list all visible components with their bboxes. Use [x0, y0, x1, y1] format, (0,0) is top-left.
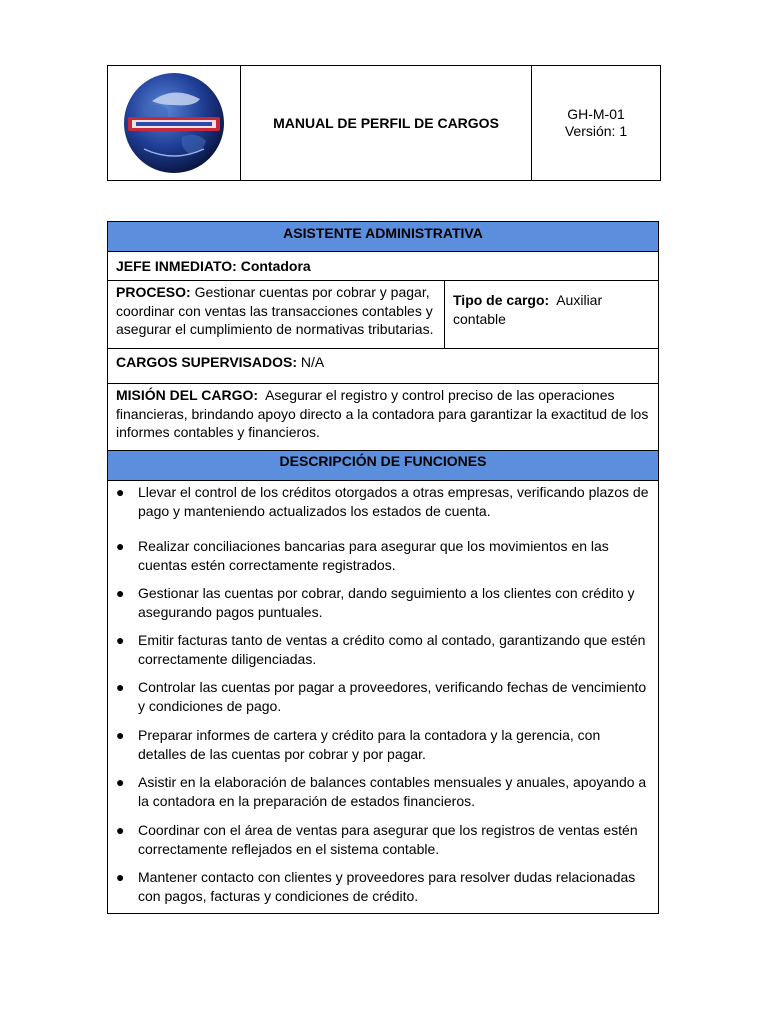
supervised-row [108, 349, 658, 384]
job-type-label: Tipo de cargo: [453, 292, 550, 308]
function-item [108, 773, 658, 810]
document-code-cell [532, 66, 660, 180]
function-text: Controlar las cuentas por pagar a proveedores, verificando fechas de vencimiento y condiciones de pago. [138, 679, 647, 714]
function-text: Llevar el control de los créditos otorgados a otras empresas, verificando plazos de pago y manteniendo actualizados los estados de cuenta. [138, 484, 649, 519]
bullet-icon: ● [116, 774, 125, 790]
mission-label: MISIÓN DEL CARGO: [116, 387, 259, 403]
process-label: PROCESO: [116, 284, 191, 300]
functions-title-row [108, 451, 658, 481]
supervised-label: CARGOS SUPERVISADOS: [116, 354, 297, 370]
function-text: Preparar informes de cartera y crédito para la contadora y la gerencia, con detalles de las cuentas por cobrar y por pagar. [138, 727, 601, 762]
document-code: GH-M-01 [567, 106, 625, 122]
function-text: Emitir facturas tanto de ventas a crédito como al contado, garantizando que estén correctamente diligenciadas. [138, 632, 646, 667]
bullet-icon: ● [116, 822, 125, 838]
boss-row [108, 252, 658, 281]
mission-value: Asegurar el registro y control preciso de las operaciones financieras, brindando apoyo directo a la contadora para garantizar la exactitud de los informes contables y financieros. [116, 387, 649, 440]
function-text: Coordinar con el área de ventas para asegurar que los registros de ventas estén correctamente reflejados en el sistema contable. [138, 822, 638, 857]
function-text: Asistir en la elaboración de balances contables mensuales y anuales, apoyando a la contadora en la preparación de estados financieros. [138, 774, 647, 809]
functions-list-container [108, 481, 658, 913]
process-value: Gestionar cuentas por cobrar y pagar, coordinar con ventas las transacciones contables y asegurar el cumplimiento de normativas tributarias. [116, 284, 434, 337]
bullet-icon: ● [116, 679, 125, 695]
function-item [108, 726, 658, 763]
logo-cell [108, 66, 241, 180]
supervised-value: N/A [300, 354, 325, 370]
functions-title: DESCRIPCIÓN DE FUNCIONES [279, 453, 487, 469]
function-text: Mantener contacto con clientes y proveedores para resolver dudas relacionadas con pagos, facturas y condiciones de crédito. [138, 869, 636, 904]
process-cell [108, 281, 445, 348]
function-item [108, 537, 658, 574]
document-header [107, 65, 661, 181]
company-logo-icon [122, 71, 226, 175]
boss-label: JEFE INMEDIATO: [116, 258, 237, 274]
job-type-value: Auxiliar contable [453, 292, 603, 327]
function-item [108, 821, 658, 858]
document-title: MANUAL DE PERFIL DE CARGOS [241, 66, 532, 180]
job-type-cell [445, 281, 658, 348]
mission-row [108, 384, 658, 451]
bullet-icon: ● [116, 585, 125, 601]
position-title: ASISTENTE ADMINISTRATIVA [283, 225, 483, 241]
function-text: Gestionar las cuentas por cobrar, dando seguimiento a los clientes con crédito y asegurando pagos puntuales. [138, 585, 635, 620]
function-item [108, 868, 658, 905]
process-row [108, 281, 658, 349]
bullet-icon: ● [116, 869, 125, 885]
bullet-icon: ● [116, 538, 125, 554]
document-version: Versión: 1 [564, 123, 628, 139]
boss-value: Contadora [240, 258, 311, 274]
position-title-row [108, 222, 658, 252]
function-item [108, 483, 658, 520]
bullet-icon: ● [116, 484, 125, 500]
function-text: Realizar conciliaciones bancarias para asegurar que los movimientos en las cuentas estén correctamente registrados. [138, 538, 609, 573]
profile-table [107, 221, 659, 914]
function-item [108, 631, 658, 668]
bullet-icon: ● [116, 727, 125, 743]
function-item [108, 678, 658, 715]
bullet-icon: ● [116, 632, 125, 648]
function-item [108, 584, 658, 621]
